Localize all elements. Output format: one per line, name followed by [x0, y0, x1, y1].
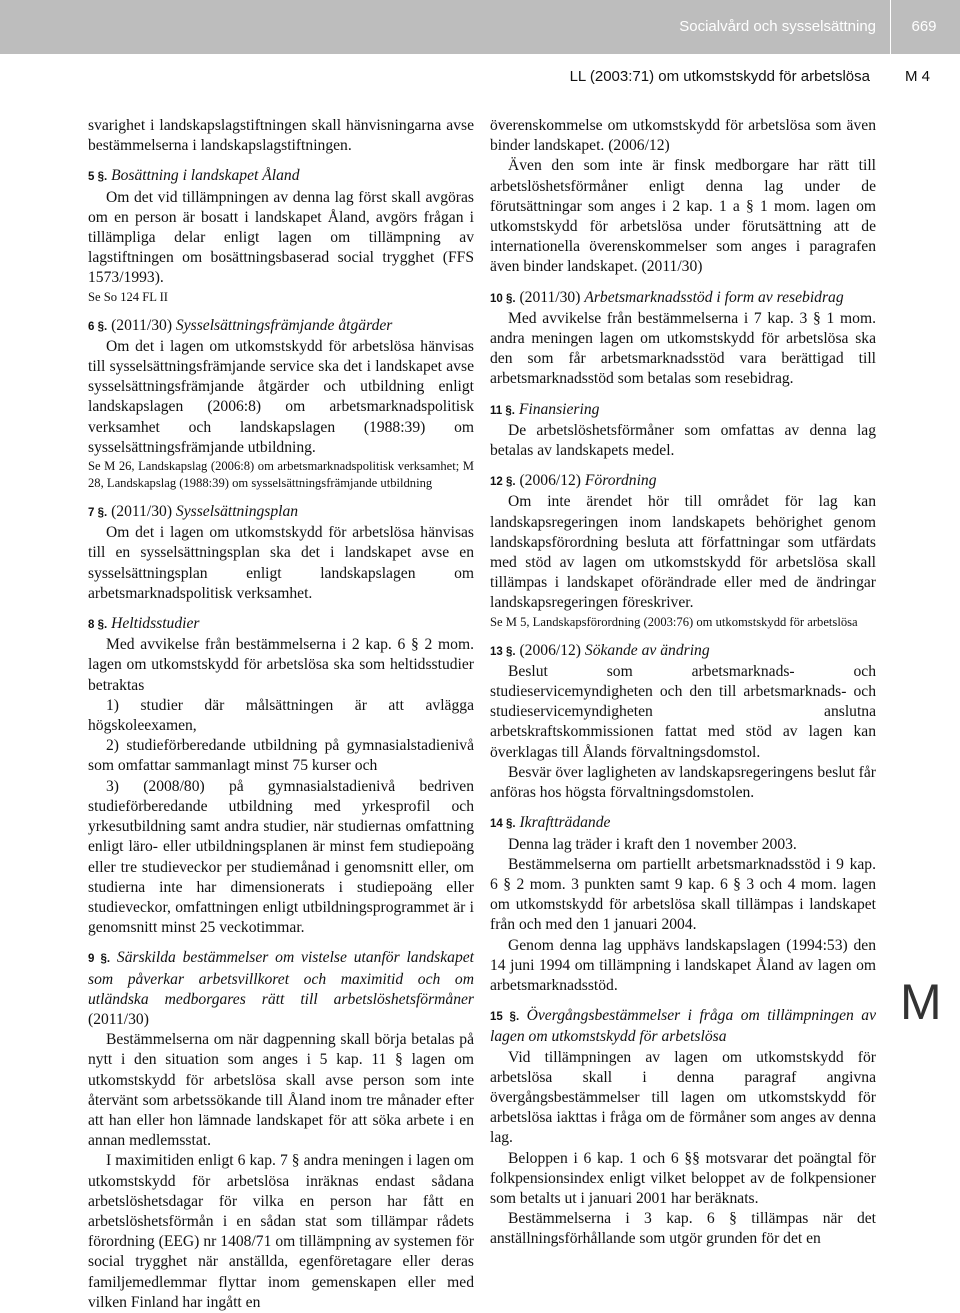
page-number: 669: [911, 18, 937, 35]
section-13-heading: [490, 641, 876, 662]
section-title: Särskilda bestämmelser om vistelse utanför landskapet som påverkar arbetsvillkoret och maximitid och om utländska medborgares rätt till arbetslöshetsförmåner: [88, 949, 475, 1008]
section-8-paragraph: Med avvikelse från bestämmelserna i 2 kap. 6 § 2 mom. lagen om utkomstskydd för arbetslösa ska som heltidsstudier betraktas: [88, 636, 474, 694]
section-7-text: Om det i lagen om utkomstskydd för arbetslösa hänvisas till en sysselsättningsplan ska det i landskapet avse en sysselsättningsplan enligt landskapslagen om arbetsmarknadspolitisk verksamhet.: [88, 524, 474, 602]
cross-reference: Se M 5, Landskapsförordning (2003:76) om utkomstskydd för arbetslösa: [490, 614, 858, 629]
header-band: [0, 0, 960, 54]
section-8-heading: [88, 614, 474, 635]
section-5-text: Om det vid tillämpningen av denna lag först skall avgöras om en person är bosatt i landskapet Åland, avgörs frågan i tillämpliga delar enligt lagen om tillämpning av lagstiftningen om bosättningsbaserad social trygghet (FFS 1573/1993).: [88, 188, 474, 287]
section-title: Ikraftträdande: [519, 814, 611, 832]
header-divider: [890, 0, 891, 54]
section-6-text: Om det i lagen om utkomstskydd för arbetslösa hänvisas till sysselsättningsfrämjande service ska det i landskapet avse sysselsättningsfrämjande åtgärder och utbildning enligt landskapslagen (2006:8) om arbetsmarknadspolitisk verksamhet och landskapslagen (1988:39) om sysselsättningsfrämjande utbildning.: [88, 337, 474, 456]
section-title: Bosättning i landskapet Åland: [111, 167, 300, 185]
section-title: Sysselsättningsplan: [175, 503, 299, 521]
section-10-text: Med avvikelse från bestämmelserna i 7 kap. 3 § 1 mom. andra meningen lagen om utkomstskydd för arbetslösa ska den som får arbetsmarknadsstöd vara berättigad till arbetsmarknadsstöd som betalas som resebidrag.: [490, 309, 876, 388]
section-8-item-1: 1) studier där målsättningen är att avlägga högskoleexamen,: [88, 696, 474, 735]
section-9-paragraph-2: I maximitiden enligt 6 kap. 7 § andra meningen i lagen om utkomstskydd för arbetslösa inräknas endast sådana arbetslöshetsdagar för vilka en person har fått en arbetslöshetsförmån i en sådan stat som tillämpar rådets förordning (EEG) nr 1408/71 om tillämpning av systemen för social trygghet när anställda, egenföretagare eller deras familjemedlemmar flyttar inom gemenskapen eller med vilken Finland har ingått en: [88, 1152, 474, 1311]
right-column: [490, 116, 876, 1250]
running-header: [0, 66, 960, 90]
section-title: Finansiering: [518, 400, 600, 418]
amendment-ref: (2011/30): [111, 316, 173, 334]
section-12-heading: [490, 471, 876, 492]
section-5-heading: [88, 166, 474, 187]
amendment-ref: (2011/30): [111, 503, 173, 521]
section-14-paragraph-3: Genom denna lag upphävs landskapslagen (1994:53) den 14 juni 1994 om tillämpning i landskapet Åland av lagen om arbetsmarknadsstöd.: [490, 936, 876, 994]
section-15-paragraph-3: Bestämmelserna i 3 kap. 6 § tillämpas när det anställningsförhållande som utgör grunden för det en: [490, 1210, 876, 1248]
section-6-heading: [88, 316, 474, 337]
section-code: M 4: [905, 68, 931, 85]
section-12-text: Om inte ärendet hör till området för lag kan landskapsregeringen inom landskapets behörighet genom landskapsförordning besluta att författningar som utfärdats med stöd av lagen om utkomstskydd för arbetslösa skall tillämpas i landskapet oförändrade eller med de ändringar landskapsregeringen föreskriver.: [490, 493, 876, 612]
section-number: 6 §.: [88, 320, 108, 333]
section-9-heading: [88, 948, 474, 1030]
section-13-paragraph-1: Beslut som arbetsmarknads- och studieservicemyndigheten och den till arbetsmarknads- och studieservicemyndigheten anslutna arbetskraftskommissionen fattat med stöd av lagen kan överklagas till Ålands förvaltningsdomstol.: [490, 662, 876, 761]
section-number: 15 §.: [490, 1011, 520, 1024]
section-15-paragraph-1: Vid tillämpningen av lagen om utkomstskydd för arbetslösa skall i denna paragraf angivna övergångsbestämmelser till lagen om utkomstskydd för arbetslösa iakttas i fråga om de förmåner som anges av denna lag.: [490, 1048, 876, 1147]
amendment-ref: (2011/30): [519, 288, 581, 306]
section-number: 8 §.: [88, 619, 108, 632]
section-8-item-2: 2) studieförberedande utbildning på gymnasialstadienivå som omfattar sammanlagt minst 75 kurser och: [88, 737, 474, 775]
header-title: Socialvård och sysselsättning: [679, 18, 876, 35]
cross-reference: Se M 26, Landskapslag (2006:8) om arbetsmarknadspolitisk verksamhet; M 28, Landskapslag (1988:39) om sysselsättningsfrämjande utbildning: [88, 459, 474, 491]
section-number: 14 §.: [490, 818, 516, 831]
section-14-paragraph-1: Denna lag träder i kraft den 1 november 2003.: [508, 835, 797, 853]
running-title: LL (2003:71) om utkomstskydd för arbetslösa: [569, 68, 870, 85]
section-15-paragraph-2: Beloppen i 6 kap. 1 och 6 §§ motsvarar det poängtal för folkpensionsindex enligt vilket beloppet av de folkpensioner som betalts ut i januari 2001 har beräknats.: [490, 1149, 876, 1207]
section-number: 10 §.: [490, 292, 516, 305]
continuation-paragraph-2: Även den som inte är finsk medborgare har rätt till arbetslöshetsförmåner enligt denna lag under de förutsättningar som anges i 2 kap. 1 a § 1 mom. lagen om utkomstskydd för arbetslösa under förutsättning att de internationella överenskommelser som anges i paragrafen även binder landskapet. (2011/30): [490, 157, 876, 276]
section-number: 13 §.: [490, 645, 516, 658]
section-title: Heltidsstudier: [111, 615, 200, 633]
cross-reference: Se So 124 FL II: [88, 289, 168, 304]
section-number: 9 §.: [88, 953, 111, 966]
section-14-heading: [490, 813, 876, 834]
section-title: Övergångsbestämmelser i fråga om tillämpningen av lagen om utkomstskydd för arbetslösa: [490, 1007, 877, 1046]
section-number: 11 §.: [490, 404, 515, 417]
continuation-paragraph: svarighet i landskapslagstiftningen skall hänvisningarna avse bestämmelserna i landskapslagstiftningen.: [88, 117, 474, 155]
section-number: 5 §.: [88, 171, 108, 184]
amendment-ref: (2011/30): [88, 1010, 149, 1028]
section-number: 12 §.: [490, 476, 516, 489]
section-11-heading: [490, 400, 876, 421]
section-title: Sökande av ändring: [584, 641, 710, 659]
section-7-heading: [88, 502, 474, 523]
continuation-paragraph: överenskommelse om utkomstskydd för arbetslösa som även binder landskapet. (2006/12): [490, 117, 876, 155]
section-14-paragraph-2: Bestämmelserna om partiellt arbetsmarknadsstöd i 9 kap. 6 § 2 mom. 3 punkten samt 9 kap. 6 § 3 och 4 mom. lagen om utkomstskydd för arbetslösa skall tillämpas i landskapet från och med den 1 januari 2004.: [490, 855, 876, 934]
section-15-heading: [490, 1006, 876, 1047]
chapter-marker: M: [900, 974, 942, 1030]
section-title: Sysselsättningsfrämjande åtgärder: [175, 316, 393, 334]
section-9-paragraph-1: Bestämmelserna om när dagpenning skall börja betalas på nytt i den situation som anges i 5 kap. 11 § lagen om utkomstskydd för arbetslösa skall avse person som inte återvänt som arbetssökande till Åland inom tre månader efter att han eller hon lämnade landskapet för att söka arbete i en annan medlemsstat.: [88, 1031, 474, 1150]
section-11-text: De arbetslöshetsförmåner som omfattas av denna lag betalas av landskapets medel.: [490, 421, 876, 460]
section-number: 7 §.: [88, 507, 108, 520]
amendment-ref: (2006/12): [519, 641, 581, 659]
section-8-item-3: 3) (2008/80) på gymnasialstadienivå bedriven studieförberedande utbildning med yrkesprofil och yrkesutbildning samt andra studier, när studiernas omfattning enligt läro- eller utbildningsplanen är minst fem studiepoäng eller tre studieveckor per studiemånad i genomsnitt eller, om studierna inte har dimensionerats i studiepoäng eller studieveckor, omfattningen enligt utbildningsprogrammet är i genomsnitt minst 25 veckotimmar.: [88, 777, 474, 937]
section-title: Förordning: [584, 472, 657, 490]
section-title: Arbetsmarknadsstöd i form av resebidrag: [584, 288, 844, 306]
section-13-paragraph-2: Besvär över lagligheten av landskapsregeringens beslut får anföras hos högsta förvaltningsdomstolen.: [490, 763, 876, 802]
section-10-heading: [490, 288, 876, 309]
amendment-ref: (2006/12): [519, 472, 581, 490]
left-column: [88, 116, 474, 1313]
